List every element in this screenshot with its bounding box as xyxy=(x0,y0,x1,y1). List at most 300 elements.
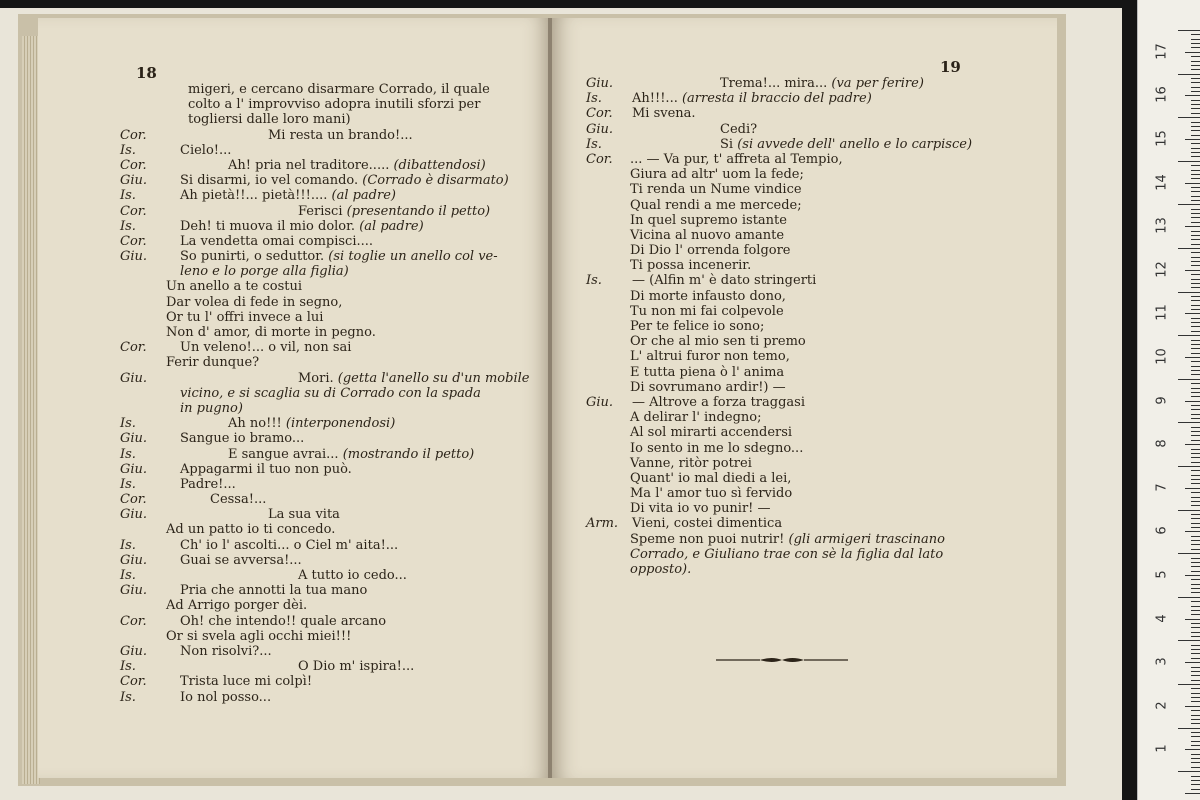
speaker-label: Cor. xyxy=(120,340,147,356)
ruler-tick xyxy=(1191,736,1200,737)
ruler-tick xyxy=(1191,309,1200,310)
stage-direction: (mostrando il petto) xyxy=(342,446,475,462)
ruler-tick xyxy=(1191,693,1200,694)
dialogue-text: Ch' io l' ascolti... o Ciel m' aita!... xyxy=(180,537,399,553)
ruler-tick xyxy=(1178,597,1200,598)
text-line xyxy=(38,477,550,492)
ruler-tick xyxy=(1191,523,1200,524)
line-text xyxy=(228,447,474,462)
line-text xyxy=(166,279,302,294)
speaker-label: Cor. xyxy=(120,613,147,629)
ruler-tick xyxy=(1191,340,1200,341)
line-text xyxy=(228,416,395,431)
ruler-number: 13 xyxy=(1154,217,1170,234)
speaker-label: Cor. xyxy=(120,203,147,219)
dialogue-text: Ah! pria nel traditore..... xyxy=(228,157,394,173)
ruler-number: 17 xyxy=(1154,43,1170,60)
ruler-tick xyxy=(1191,348,1200,349)
stage-direction: leno e lo porge alla figlia) xyxy=(180,264,349,280)
dialogue-text: Quant' io mal diedi a lei, xyxy=(630,470,792,486)
line-text xyxy=(268,128,413,143)
text-line xyxy=(552,137,1057,152)
line-text xyxy=(180,249,498,264)
text-line xyxy=(38,674,550,689)
text-line xyxy=(38,279,550,294)
ruler-tick xyxy=(1191,56,1200,57)
ruler-tick xyxy=(1191,518,1200,519)
ruler-tick xyxy=(1191,584,1200,585)
ruler-tick xyxy=(1191,536,1200,537)
ruler-tick xyxy=(1191,614,1200,615)
left-page-text xyxy=(38,82,550,705)
line-text xyxy=(630,289,786,304)
ruler-tick xyxy=(1191,174,1200,175)
ruler-number: 3 xyxy=(1154,657,1170,666)
line-text xyxy=(630,547,943,562)
text-line xyxy=(38,219,550,234)
ruler-tick xyxy=(1191,483,1200,484)
ruler-tick xyxy=(1178,335,1200,336)
ruler-tick xyxy=(1191,789,1200,790)
speaker-label: Giu. xyxy=(120,370,148,386)
line-text xyxy=(180,477,236,492)
text-line xyxy=(552,349,1057,364)
stage-direction: (dibattendosi) xyxy=(393,157,486,173)
speaker-label: Giu. xyxy=(120,249,148,265)
stage-direction: in pugno) xyxy=(180,400,243,416)
ruler-tick xyxy=(1191,274,1200,275)
ruler-tick xyxy=(1191,34,1200,35)
text-line xyxy=(38,462,550,477)
line-text xyxy=(180,234,373,249)
line-text xyxy=(180,143,231,158)
speaker-label: Giu. xyxy=(586,121,614,137)
line-text xyxy=(632,91,872,106)
line-text xyxy=(632,273,816,288)
page-number: 19 xyxy=(940,58,961,76)
ruler-tick xyxy=(1185,619,1200,620)
text-line xyxy=(38,143,550,158)
line-text xyxy=(630,182,802,197)
ruler-tick xyxy=(1191,148,1200,149)
line-text xyxy=(630,425,792,440)
line-text xyxy=(180,583,367,598)
speaker-label: Giu. xyxy=(586,394,614,410)
speaker-label: Cor. xyxy=(120,674,147,690)
ruler-tick xyxy=(1191,126,1200,127)
speaker-label: Is. xyxy=(586,136,602,152)
ruler-tick xyxy=(1191,39,1200,40)
line-text xyxy=(166,355,259,370)
stage-direction: (presentando il petto) xyxy=(346,203,491,219)
ruler-tick xyxy=(1191,762,1200,763)
left-page xyxy=(38,18,550,778)
ruler-tick xyxy=(1191,87,1200,88)
ruler-number: 16 xyxy=(1154,86,1170,104)
ruler-tick xyxy=(1191,440,1200,441)
ruler-tick xyxy=(1191,688,1200,689)
dialogue-text: Ah no!!! xyxy=(228,416,286,432)
line-text xyxy=(632,106,696,121)
line-text xyxy=(180,264,349,279)
ruler-tick xyxy=(1191,361,1200,362)
text-line xyxy=(38,386,550,401)
ruler-tick xyxy=(1191,571,1200,572)
text-line xyxy=(38,522,550,537)
line-text xyxy=(720,76,924,91)
ruler-number: 12 xyxy=(1154,261,1170,278)
speaker-label: Cor. xyxy=(120,233,147,249)
stage-direction: (interponendosi) xyxy=(285,416,396,432)
speaker-label: Is. xyxy=(120,142,136,158)
ruler-tick xyxy=(1191,497,1200,498)
dialogue-text: Trema!... mira... xyxy=(720,76,832,91)
text-line xyxy=(38,401,550,416)
ruler-tick xyxy=(1191,100,1200,101)
text-line xyxy=(38,264,550,279)
line-text xyxy=(630,152,843,167)
speaker-label: Cor. xyxy=(586,151,613,167)
line-text xyxy=(630,532,945,547)
ruler-tick xyxy=(1191,78,1200,79)
line-text xyxy=(180,431,304,446)
dialogue-text: Ah!!!... xyxy=(632,91,682,107)
dialogue-text: Vanne, ritòr potrei xyxy=(630,455,752,471)
ruler-tick xyxy=(1178,553,1200,554)
line-text xyxy=(180,644,272,659)
ruler-tick xyxy=(1191,47,1200,48)
text-line xyxy=(38,295,550,310)
ruler-tick xyxy=(1191,501,1200,502)
ruler-tick xyxy=(1191,191,1200,192)
ruler-tick xyxy=(1191,244,1200,245)
ruler-tick xyxy=(1191,675,1200,676)
ruler-tick xyxy=(1191,453,1200,454)
ruler-tick xyxy=(1191,449,1200,450)
ruler-tick xyxy=(1191,296,1200,297)
ruler-tick xyxy=(1178,30,1200,31)
ruler-tick xyxy=(1191,754,1200,755)
text-line xyxy=(552,91,1057,106)
ruler-tick xyxy=(1178,292,1200,293)
ruler-tick xyxy=(1191,558,1200,559)
line-text xyxy=(188,97,480,112)
ruler-tick xyxy=(1191,492,1200,493)
ruler-tick xyxy=(1191,697,1200,698)
ruler-tick xyxy=(1191,113,1200,114)
text-line xyxy=(38,507,550,522)
ruler-tick xyxy=(1185,183,1200,184)
text-line xyxy=(552,486,1057,501)
line-text xyxy=(180,674,312,689)
text-line xyxy=(552,425,1057,440)
speaker-label: Is. xyxy=(120,689,136,705)
text-line xyxy=(552,198,1057,213)
text-line xyxy=(38,355,550,370)
dialogue-text: Qual rendi a me mercede; xyxy=(630,197,802,213)
ruler-tick xyxy=(1191,222,1200,223)
speaker-label: Giu. xyxy=(120,461,148,477)
speaker-label: Is. xyxy=(120,188,136,204)
ruler-tick xyxy=(1178,379,1200,380)
ruler-tick xyxy=(1185,52,1200,53)
text-line xyxy=(552,243,1057,258)
ruler-tick xyxy=(1191,632,1200,633)
line-text xyxy=(180,690,271,705)
ruler-tick xyxy=(1191,470,1200,471)
text-line xyxy=(38,644,550,659)
ruler-tick xyxy=(1191,374,1200,375)
ruler-tick xyxy=(1178,684,1200,685)
dialogue-text: Ferir dunque? xyxy=(166,355,260,371)
dialogue-text: Si disarmi, io vel comando. xyxy=(180,173,363,189)
ruler-tick xyxy=(1191,239,1200,240)
ruler-tick xyxy=(1191,457,1200,458)
ruler-number: 7 xyxy=(1154,483,1170,492)
ornament-divider xyxy=(716,656,848,664)
stage-direction: Corrado, e Giuliano trae con sè la figlia dal lato xyxy=(630,546,944,562)
line-text xyxy=(720,122,757,137)
dialogue-text: Ferisci xyxy=(298,203,347,219)
line-text xyxy=(630,228,784,243)
ruler-tick xyxy=(1178,771,1200,772)
speaker-label: Giu. xyxy=(120,552,148,568)
ruler-number: 1 xyxy=(1154,744,1170,754)
text-line xyxy=(552,152,1057,167)
line-text xyxy=(630,213,787,228)
dialogue-text: Cedi? xyxy=(720,121,758,137)
ruler-tick xyxy=(1185,488,1200,489)
ruler-tick xyxy=(1191,388,1200,389)
dialogue-text: Un anello a te costui xyxy=(166,279,303,295)
ruler-tick xyxy=(1191,196,1200,197)
text-line xyxy=(552,258,1057,273)
text-line xyxy=(38,340,550,355)
ruler-tick xyxy=(1191,719,1200,720)
speaker-label: Cor. xyxy=(120,157,147,173)
dialogue-text: Pria che annotti la tua mano xyxy=(180,583,368,599)
ruler-tick xyxy=(1191,392,1200,393)
ruler-tick xyxy=(1191,366,1200,367)
dialogue-text: Per te felice io sono; xyxy=(630,319,765,334)
dialogue-text: togliersi dalle loro mani) xyxy=(188,112,351,128)
line-text xyxy=(632,516,782,531)
dialogue-text: Or tu l' offri invece a lui xyxy=(166,309,324,325)
ruler-tick xyxy=(1191,475,1200,476)
line-text xyxy=(630,441,803,456)
ruler-tick xyxy=(1191,156,1200,157)
ruler-tick xyxy=(1191,758,1200,759)
line-text xyxy=(180,173,509,188)
ruler-tick xyxy=(1191,322,1200,323)
ruler-tick xyxy=(1191,566,1200,567)
ruler-tick xyxy=(1191,653,1200,654)
line-text xyxy=(630,198,802,213)
text-line xyxy=(552,395,1057,410)
speaker-label: Giu. xyxy=(120,431,148,447)
ruler-tick xyxy=(1191,514,1200,515)
dialogue-text: La sua vita xyxy=(268,507,340,523)
dialogue-text: Appagarmi il tuo non può. xyxy=(180,461,352,477)
ruler-tick xyxy=(1191,252,1200,253)
ruler-tick xyxy=(1191,305,1200,306)
ruler-tick xyxy=(1191,462,1200,463)
text-line xyxy=(552,532,1057,547)
ruler-tick xyxy=(1191,170,1200,171)
text-line xyxy=(38,492,550,507)
ruler-tick xyxy=(1191,710,1200,711)
text-line xyxy=(38,234,550,249)
line-text xyxy=(298,659,414,674)
line-text xyxy=(632,395,805,410)
dialogue-text: La vendetta omai compisci.... xyxy=(180,233,374,249)
ruler-tick xyxy=(1191,623,1200,624)
dialogue-text: Vicina al nuovo amante xyxy=(630,227,785,243)
ruler-tick xyxy=(1178,422,1200,423)
speaker-label: Giu. xyxy=(586,76,614,91)
speaker-label: Is. xyxy=(120,218,136,234)
ruler-tick xyxy=(1178,117,1200,118)
text-line xyxy=(552,182,1057,197)
dialogue-text: Di Dio l' orrenda folgore xyxy=(630,243,791,259)
speaker-label: Is. xyxy=(586,91,602,107)
dialogue-text: Io nol posso... xyxy=(180,689,272,705)
ruler-number: 5 xyxy=(1154,570,1170,579)
ruler-tick xyxy=(1191,104,1200,105)
dialogue-text: — (Alfin m' è dato stringerti xyxy=(632,273,817,289)
dialogue-text: O Dio m' ispira!... xyxy=(298,659,415,675)
text-line xyxy=(38,371,550,386)
dialogue-text: Ah pietà!!... pietà!!!.... xyxy=(180,188,332,204)
dialogue-text: So punirti, o seduttor. xyxy=(180,249,329,265)
dialogue-text: Giura ad altr' uom la fede; xyxy=(630,167,804,183)
ruler-tick xyxy=(1185,95,1200,96)
line-text xyxy=(630,562,691,577)
ruler-tick xyxy=(1191,427,1200,428)
line-text xyxy=(166,629,351,644)
line-text xyxy=(188,82,490,97)
ruler-tick xyxy=(1191,649,1200,650)
ruler-tick xyxy=(1191,265,1200,266)
dialogue-text: Mi resta un brando!... xyxy=(268,127,413,143)
ruler-tick xyxy=(1178,248,1200,249)
text-line xyxy=(38,583,550,598)
ruler-tick xyxy=(1191,784,1200,785)
text-line xyxy=(38,97,550,112)
line-text xyxy=(298,204,490,219)
ruler-tick xyxy=(1191,527,1200,528)
ruler-tick xyxy=(1191,82,1200,83)
speaker-label: Giu. xyxy=(120,173,148,189)
line-text xyxy=(180,462,352,477)
ruler-tick xyxy=(1178,74,1200,75)
ruler-tick xyxy=(1191,344,1200,345)
speaker-label: Cor. xyxy=(120,492,147,508)
dialogue-text: Oh! che intendo!! quale arcano xyxy=(180,613,387,629)
ruler-tick xyxy=(1191,300,1200,301)
ruler-tick xyxy=(1191,370,1200,371)
ruler-tick xyxy=(1191,776,1200,777)
ruler-number: 9 xyxy=(1154,395,1170,405)
ruler-tick xyxy=(1191,213,1200,214)
ruler-tick xyxy=(1185,401,1200,402)
line-text xyxy=(630,319,764,334)
speaker-label: Giu. xyxy=(120,643,148,659)
ruler-tick xyxy=(1191,741,1200,742)
ruler-tick xyxy=(1191,287,1200,288)
text-line xyxy=(552,167,1057,182)
line-text xyxy=(630,486,792,501)
dialogue-text: L' altrui furor non temo, xyxy=(630,349,790,365)
ruler-tick xyxy=(1191,431,1200,432)
stage-direction: (si avvede dell' anello e lo carpisce) xyxy=(737,136,973,152)
dialogue-text: Or si svela agli occhi miei!!! xyxy=(166,628,352,644)
line-text xyxy=(630,258,751,273)
dialogue-text: E sangue avrai... xyxy=(228,446,343,462)
ruler-tick xyxy=(1191,562,1200,563)
text-line xyxy=(552,289,1057,304)
ruler-tick xyxy=(1191,318,1200,319)
speaker-label: Is. xyxy=(120,446,136,462)
line-text xyxy=(188,112,351,127)
text-line xyxy=(38,553,550,568)
ruler-number: 14 xyxy=(1154,173,1170,191)
text-line xyxy=(38,598,550,613)
line-text xyxy=(630,501,771,516)
dialogue-text: Ti renda un Nume vindice xyxy=(630,182,802,198)
ruler-tick xyxy=(1185,139,1200,140)
stage-direction: (si toglie un anello col ve- xyxy=(328,249,498,265)
dialogue-text: In quel supremo istante xyxy=(630,212,787,228)
ruler-tick xyxy=(1191,435,1200,436)
ruler-tick xyxy=(1185,531,1200,532)
line-text xyxy=(166,522,335,537)
ruler-tick xyxy=(1191,122,1200,123)
text-line xyxy=(552,304,1057,319)
dialogue-text: Di sovrumano ardir!) — xyxy=(630,379,786,395)
dialogue-text: Di vita io vo punir! — xyxy=(630,501,771,517)
ruler-tick xyxy=(1191,383,1200,384)
line-text xyxy=(298,568,407,583)
text-line xyxy=(38,173,550,188)
text-line xyxy=(38,629,550,644)
ruler-tick xyxy=(1191,283,1200,284)
dialogue-text: Ad un patto io ti concedo. xyxy=(166,522,336,538)
text-line xyxy=(38,128,550,143)
ruler-tick xyxy=(1191,135,1200,136)
dialogue-text: Mori. xyxy=(298,370,338,386)
text-line xyxy=(38,158,550,173)
ruler-tick xyxy=(1191,187,1200,188)
ruler-tick xyxy=(1191,479,1200,480)
dialogue-text: Sangue io bramo... xyxy=(180,431,305,447)
dialogue-text: Si xyxy=(720,136,738,152)
text-line xyxy=(552,456,1057,471)
ruler-tick xyxy=(1191,701,1200,702)
ruler-tick xyxy=(1191,209,1200,210)
ruler-tick xyxy=(1191,61,1200,62)
ruler-tick xyxy=(1191,732,1200,733)
text-line xyxy=(552,76,1057,91)
text-line xyxy=(38,249,550,264)
dialogue-text: Or che al mio sen ti premo xyxy=(630,334,806,350)
ruler-tick xyxy=(1191,396,1200,397)
stage-direction: (al padre) xyxy=(331,188,396,204)
ruler-tick xyxy=(1191,606,1200,607)
ruler-number: 6 xyxy=(1154,526,1170,536)
dialogue-text: A tutto io cedo... xyxy=(298,568,407,583)
line-text xyxy=(298,371,529,386)
